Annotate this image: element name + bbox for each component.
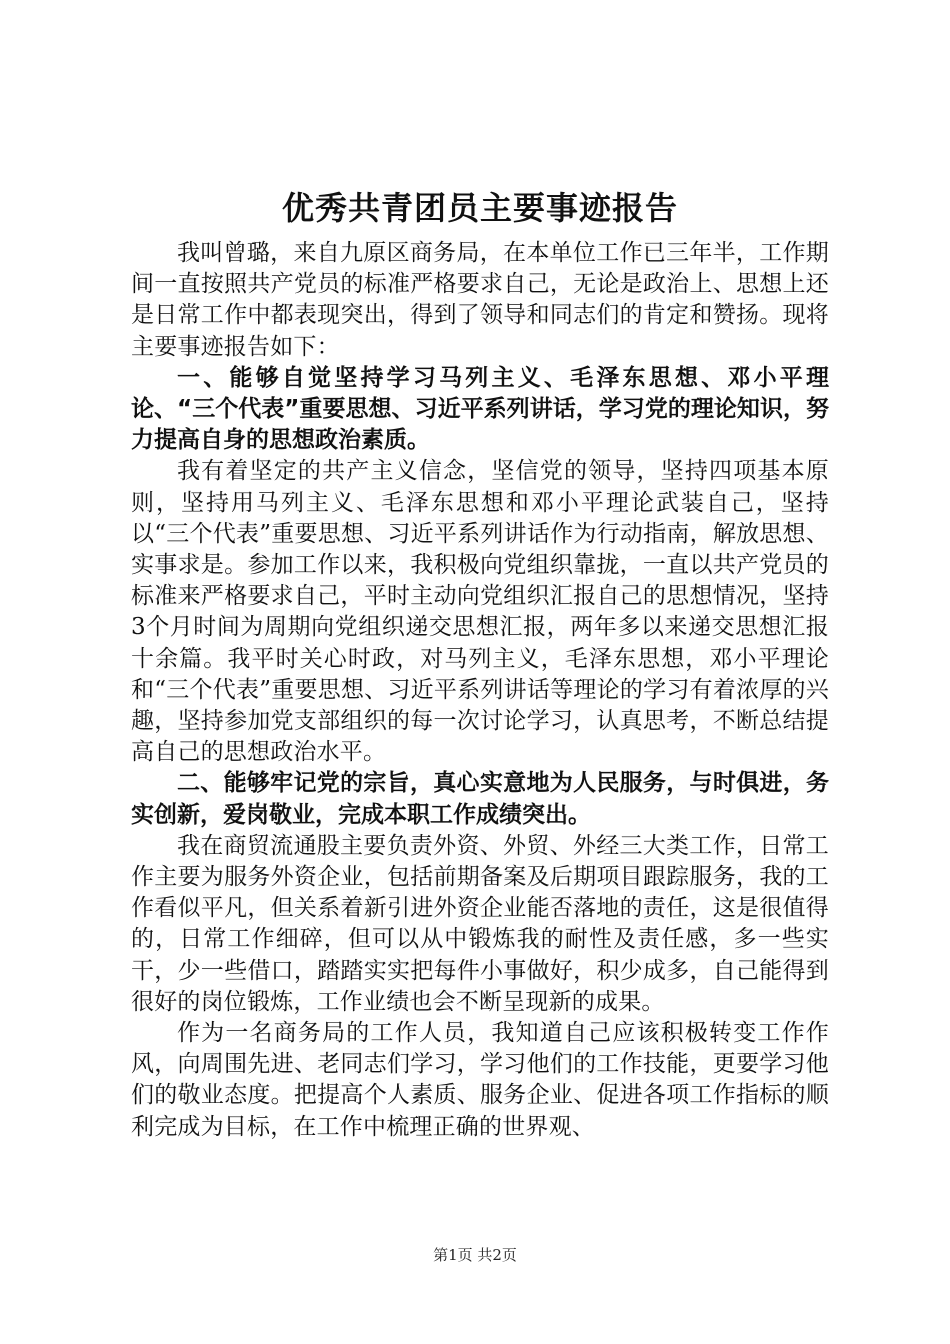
document-page [131,182,829,1143]
section-heading-two: 二、能够牢记党的宗旨，真心实意地为人民服务，与时俱进，务实创新，爱岗敬业，完成本职工作成绩突出。 [131,770,829,828]
section-heading-one: 一、能够自觉坚持学习马列主义、毛泽东思想、邓小平理论、“三个代表”重要思想、习近平系列讲话，学习党的理论知识，努力提高自身的思想政治素质。 [131,364,829,454]
paragraph-political-study: 我有着坚定的共产主义信念，坚信党的领导，坚持四项基本原则，坚持用马列主义、毛泽东思想和邓小平理论武装自己，坚持以“三个代表”重要思想、习近平系列讲话作为行动指南，解放思想、实事求是。参加工作以来，我积极向党组织靠拢，一直以共产党员的标准来严格要求自己，平时主动向党组织汇报自己的思想情况，坚持3个月时间为周期向党组织递交思想汇报，两年多以来递交思想汇报十余篇。我平时关心时政，对马列主义，毛泽东思想，邓小平理论和“三个代表”重要思想、习近平系列讲话等理论的学习有着浓厚的兴趣，坚持参加党支部组织的每一次讨论学习，认真思考，不断总结提高自己的思想政治水平。 [131,458,829,766]
document-body [131,238,829,1143]
paragraph-work-duties: 我在商贸流通股主要负责外资、外贸、外经三大类工作，日常工作主要为服务外资企业，包括前期备案及后期项目跟踪服务，我的工作看似平凡，但关系着新引进外资企业能否落地的责任，这是很值得的，日常工作细碎，但可以从中锻炼我的耐性及责任感，多一些实干，少一些借口，踏踏实实把每件小事做好，积少成多，自己能得到很好的岗位锻炼，工作业绩也会不断呈现新的成果。 [131,832,829,1015]
page-number-footer: 第1页 共2页 [433,1246,517,1264]
document-title: 优秀共青团员主要事迹报告 [281,189,678,227]
paragraph-work-attitude: 作为一名商务局的工作人员，我知道自己应该积极转变工作作风，向周围先进、老同志们学习，学习他们的工作技能，更要学习他们的敬业态度。把提高个人素质、服务企业、促进各项工作指标的顺利完成为目标，在工作中梳理正确的世界观、 [131,1020,829,1140]
paragraph-intro: 我叫曾璐，来自九原区商务局，在本单位工作已三年半，工作期间一直按照共产党员的标准严格要求自己，无论是政治上、思想上还是日常工作中都表现突出，得到了领导和同志们的肯定和赞扬。现将主要事迹报告如下： [131,240,829,360]
